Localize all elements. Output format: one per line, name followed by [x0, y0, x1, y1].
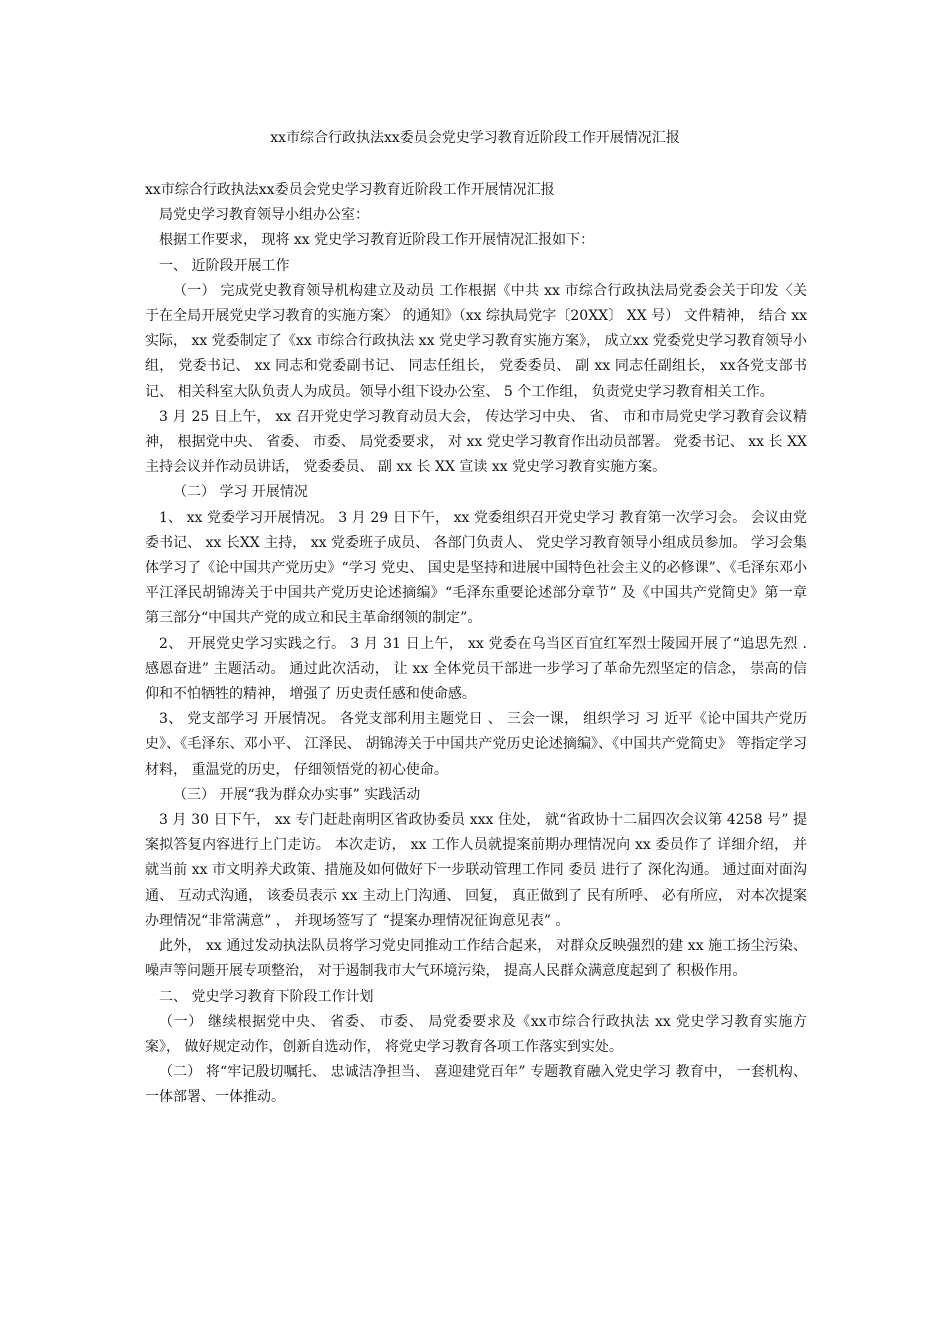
paragraph-plan-1: （一） 继续根据党中央、 省委、 市委、 局党委要求及《xx市综合行政执法 xx 党史学习教育实施方案》， 做好规定动作，创新自选动作， 将党史学习教育各项工作落实到实处。 — [145, 1013, 807, 1055]
document-body — [145, 178, 812, 1111]
paragraph-heading-repeat: xx市综合行政执法xx委员会党史学习教育近阶段工作开展情况汇报 — [145, 182, 555, 198]
section-heading-1: 一、 近阶段开展工作 — [159, 257, 290, 274]
subheading-1-3: （三） 开展“我为群众办实事” 实践活动 — [173, 786, 421, 803]
section-heading-2: 二、 党史学习教育下阶段工作计划 — [159, 988, 374, 1005]
paragraph-mobilization: 3 月 25 日上午， xx 召开党史学习教育动员大会， 传达学习中央、 省、 市和市局党史学习教育会议精神， 根据党中央、 省委、 市委、 局党委要求， 对 xx 党史学习教育作出动员部署。 党委书记、 xx 长 XX 主持会议并作动员讲话， 党委委员、 副 xx 长 XX 宣读 xx 党史学习教育实施方案。 — [145, 408, 812, 476]
paragraph-additional: 此外， xx 通过发动执法队员将学习党史同推动工作结合起来， 对群众反映强烈的建 xx 施工扬尘污染、 噪声等问题开展专项整治， 对于遏制我市大气环境污染， 提高人民群众满意度起到了 积极作用。 — [145, 938, 812, 980]
page-title: xx市综合行政执法xx委员会党史学习教育近阶段工作开展情况汇报 — [270, 130, 680, 146]
paragraph-1-1: （一） 完成党史教育领导机构建立及动员 工作根据《中共 xx 市综合行政执法局党委会关于印发〈关于在全局开展党史学习教育的实施方案〉 的通知》（xx 综执局党字〔20XX〕 XX 号） 文件精神， 结合 xx 实际， xx 党委制定了《xx 市综合行政执法 xx 党史学习教育实施方案》， 成立xx 党委党史学习教育领导小组， 党委书记、 xx 同志和党委副书记、 同志任组长， 党委委员、 副 xx 同志任副组长， xx各党支部书记、 相关科室大队负责人为成员。领导小组下设办公室、 5 个工作组， 负责党史学习教育相关工作。 — [145, 282, 812, 400]
paragraph-study-2: 2、 开展党史学习实践之行。 3 月 31 日上午， xx 党委在乌当区百宜红军烈士陵园开展了“追思先烈 . 感恩奋进” 主题活动。 通过此次活动， 让 xx 全体党员干部进一步学习了革命先烈坚定的信念， 崇高的信仰和不怕牺牲的精神， 增强了 历史责任感和使命感。 — [145, 635, 812, 703]
paragraph-plan-2: （二） 将“牢记殷切嘱托、 忠诚洁净担当、 喜迎建党百年” 专题教育融入党史学习 教育中， 一套机构、 一体部署、一体推动。 — [145, 1064, 812, 1106]
subheading-1-2: （二） 学习 开展情况 — [173, 484, 308, 501]
paragraph-visit: 3 月 30 日下午， xx 专门赶赴南明区省政协委员 xxx 住处， 就“省政协十二届四次会议第 4258 号” 提案拟答复内容进行上门走访。 本次走访， xx 工作人员就提案前期办理情况向 xx 委员作了 详细介绍， 并就当前 xx 市文明养犬政策、措施及如何做好下一步联动管理工作同 委员 进行了 深化沟通。 通过面对面沟通、 互动式沟通， 该委员表示 xx 主动上门沟通、 回复， 真正做到了 民有所呼、 必有所应， 对本次提案办理情况“非常满意” ， 并现场签写了 “提案办理情况征询意见表” 。 — [145, 812, 807, 929]
paragraph-study-1: 1、 xx 党委学习开展情况。 3 月 29 日下午， xx 党委组织召开党史学习 教育第一次学习会。 会议由党委书记、 xx 长XX 主持， xx 党委班子成员、 各部门负责人、 党史学习教育领导小组成员参加。 学习会集体学习了《论中国共产党历史》“学习 党史、 国史是坚持和进展中国特色社会主义的必修课”、《毛泽东邓小平江泽民胡锦涛关于中国共产党历史论述摘编》“毛泽东重要论述部分章节” 及《中国共产党简史》第一章第三部分“中国共产党的成立和民主革命纲领的制定”。 — [145, 509, 807, 627]
paragraph-addressee: 局党史学习教育领导小组办公室： — [159, 207, 369, 224]
paragraph-intro: 根据工作要求， 现将 xx 党史学习教育近阶段工作开展情况汇报如下： — [159, 232, 595, 249]
paragraph-study-3: 3、 党支部学习 开展情况。 各党支部利用主题党日 、 三会一课， 组织学习 习 近平《论中国共产党历史》、《毛泽东、邓小平、 江泽民、 胡锦涛关于中国共产党历史论述摘编》、《中国共产党简史》 等指定学习材料， 重温党的历史， 仔细领悟党的初心使命。 — [145, 711, 807, 778]
